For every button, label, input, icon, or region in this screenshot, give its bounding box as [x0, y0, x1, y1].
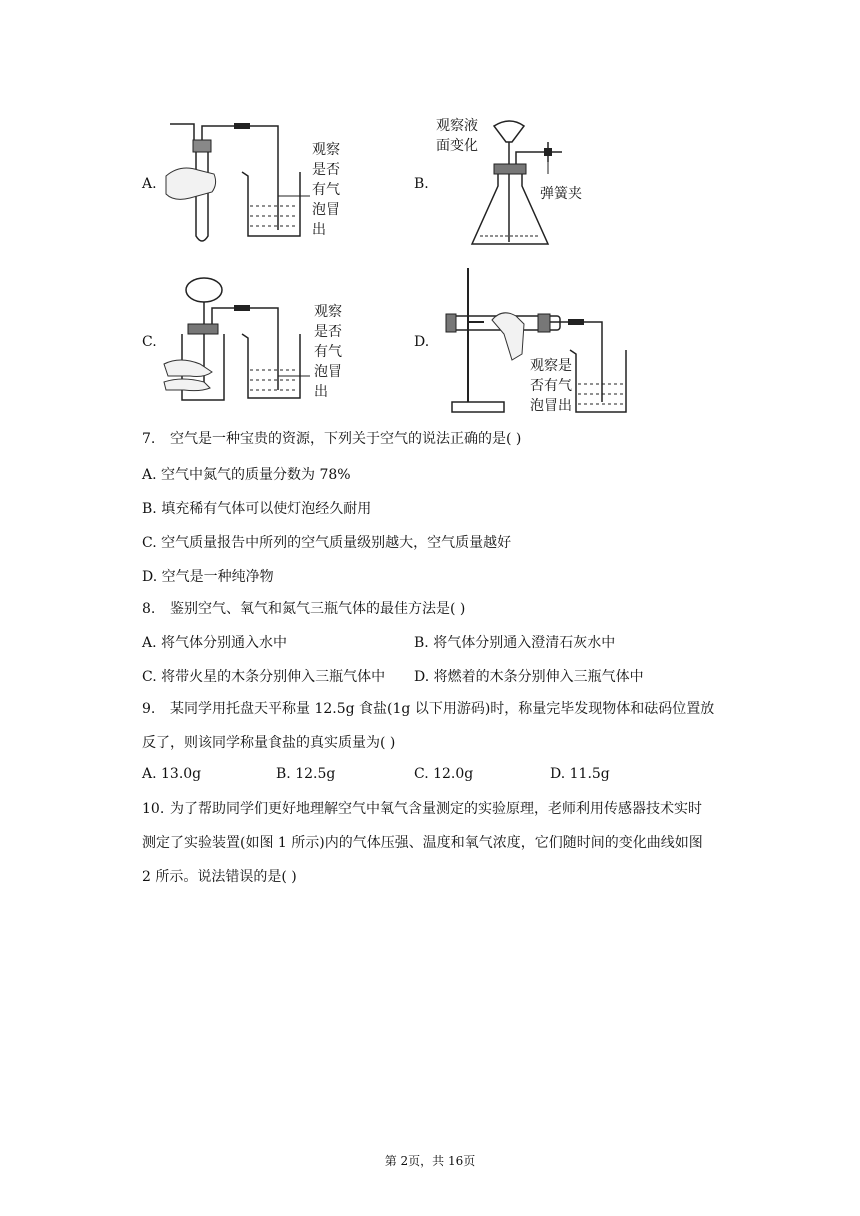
figure-c-caption-3: 有气 — [314, 344, 342, 360]
question-9-option-b: B. 12.5g — [276, 766, 336, 782]
question-8-option-a: A. 将气体分别通入水中 — [142, 635, 288, 651]
figure-b-caption-2: 面变化 — [436, 138, 478, 154]
question-7-option-a: A. 空气中氮气的质量分数为 78% — [142, 467, 351, 483]
question-9-stem-line-1: 9. 某同学用托盘天平称量 12.5g 食盐(1g 以下用游码)时，称量完毕发现物体和砝码位置放 — [142, 701, 715, 717]
question-10-stem-line-1: 10. 为了帮助同学们更好地理解空气中氧气含量测定的实验原理，老师利用传感器技术实时 — [142, 801, 702, 817]
figure-c — [160, 272, 370, 410]
question-8-option-c: C. 将带火星的木条分别伸入三瓶气体中 — [142, 669, 386, 685]
question-8-option-d: D. 将燃着的木条分别伸入三瓶气体中 — [414, 669, 644, 685]
question-9-option-d: D. 11.5g — [550, 766, 610, 782]
figure-c-caption-2: 是否 — [314, 324, 342, 340]
question-10-stem-line-3: 2 所示。说法错误的是( ) — [142, 869, 297, 885]
figure-b — [432, 112, 612, 254]
figure-c-caption-5: 出 — [314, 384, 328, 400]
figure-a-caption-4: 泡冒 — [312, 202, 340, 218]
figure-a-caption-1: 观察 — [312, 142, 340, 158]
figure-b-caption-1: 观察液 — [436, 118, 478, 134]
figure-a-label: A. — [142, 176, 157, 192]
question-8-option-b: B. 将气体分别通入澄清石灰水中 — [414, 635, 616, 651]
figure-b-label: B. — [414, 176, 429, 192]
figure-a — [160, 118, 370, 250]
page-footer: 第 2页，共 16页 — [384, 1154, 476, 1168]
question-9-stem-line-2: 反了，则该同学称量食盐的真实质量为( ) — [142, 735, 396, 751]
figure-d-caption-1: 观察是 — [530, 358, 572, 374]
question-9-option-c: C. 12.0g — [414, 766, 474, 782]
question-7-stem: 7. 空气是一种宝贵的资源，下列关于空气的说法正确的是( ) — [142, 431, 522, 447]
figure-d-caption-3: 泡冒出 — [530, 398, 572, 414]
figure-c-label: C. — [142, 334, 157, 350]
question-8-stem: 8. 鉴别空气、氧气和氮气三瓶气体的最佳方法是( ) — [142, 601, 466, 617]
clamp-label: 弹簧夹 — [540, 186, 582, 202]
figure-a-caption-5: 出 — [312, 222, 326, 238]
question-7-option-b: B. 填充稀有气体可以使灯泡经久耐用 — [142, 501, 372, 517]
question-7-option-c: C. 空气质量报告中所列的空气质量级别越大，空气质量越好 — [142, 535, 512, 551]
question-7-option-d: D. 空气是一种纯净物 — [142, 569, 274, 585]
question-9-option-a: A. 13.0g — [142, 766, 202, 782]
figure-d-caption-2: 否有气 — [530, 378, 572, 394]
figure-c-caption-1: 观察 — [314, 304, 342, 320]
figure-a-caption-2: 是否 — [312, 162, 340, 178]
figure-d — [432, 264, 642, 416]
question-10-stem-line-2: 测定了实验装置(如图 1 所示)内的气体压强、温度和氧气浓度，它们随时间的变化曲线如图 — [142, 835, 703, 851]
figure-d-label: D. — [414, 334, 430, 350]
figure-c-caption-4: 泡冒 — [314, 364, 342, 380]
figure-a-caption-3: 有气 — [312, 182, 340, 198]
